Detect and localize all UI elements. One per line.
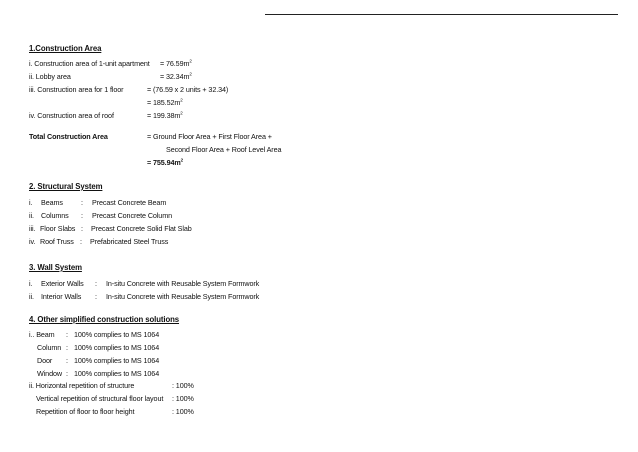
wall-row-name: Interior Walls: [41, 292, 82, 301]
wall-row-value: In-situ Concrete with Reusable System Formwork: [106, 292, 260, 301]
structural-row-name: Beams: [41, 198, 63, 207]
component-name: Column: [37, 343, 62, 352]
structural-row-value: Precast Concrete Solid Flat Slab: [91, 224, 192, 233]
structural-row-num: ii.: [29, 211, 34, 220]
repetition-value: : 100%: [172, 407, 194, 416]
component-sep: :: [66, 330, 68, 339]
structural-row-num: iii.: [29, 224, 36, 233]
structural-row-sep: :: [81, 224, 83, 233]
structural-row-sep: :: [80, 237, 82, 246]
section-heading-construction-area: 1.Construction Area: [29, 44, 102, 53]
area-row-label: i. Construction area of 1-unit apartment: [29, 59, 150, 68]
header-rule: [265, 14, 618, 15]
section-heading-structural-system: 2. Structural System: [29, 182, 103, 191]
wall-row-num: ii.: [29, 292, 34, 301]
total-area-value: = $755.94m^2$: [147, 157, 184, 167]
component-value: 100% complies to MS 1064: [74, 343, 160, 352]
area-row-value: = (76.59 x 2 units + 32.34): [147, 85, 229, 94]
wall-row-num: i.: [29, 279, 33, 288]
component-name: Door: [37, 356, 53, 365]
area-row-value: = $185.52m^2$: [147, 97, 183, 107]
structural-row-name: Floor Slabs: [40, 224, 76, 233]
repetition-name: Vertical repetition of structural floor layout: [36, 394, 164, 403]
area-row-label: ii. Lobby area: [29, 72, 71, 81]
component-value: 100% complies to MS 1064: [74, 369, 160, 378]
structural-row-value: Prefabricated Steel Truss: [90, 237, 169, 246]
area-row-value: = $32.34m^2$: [160, 71, 192, 81]
wall-row-name: Exterior Walls: [41, 279, 84, 288]
structural-row-value: Precast Concrete Column: [92, 211, 172, 220]
component-sep: :: [66, 343, 68, 352]
structural-row-sep: :: [81, 198, 83, 207]
component-value: 100% complies to MS 1064: [74, 330, 160, 339]
repetition-name: Repetition of floor to floor height: [36, 407, 135, 416]
wall-row-sep: :: [95, 292, 97, 301]
component-value: 100% complies to MS 1064: [74, 356, 160, 365]
structural-row-name: Roof Truss: [40, 237, 74, 246]
structural-row-num: i.: [29, 198, 33, 207]
repetition-name: ii. Horizontal repetition of structure: [29, 381, 135, 390]
area-row-value: = $199.38m^2$: [147, 110, 183, 120]
repetition-value: : 100%: [172, 381, 194, 390]
area-row-label: iii. Construction area for 1 floor: [29, 85, 124, 94]
structural-row-sep: :: [81, 211, 83, 220]
total-area-formula-line2: Second Floor Area + Roof Level Area: [166, 145, 282, 154]
wall-row-value: In-situ Concrete with Reusable System Formwork: [106, 279, 260, 288]
total-area-label: Total Construction Area: [29, 132, 108, 141]
total-area-formula-line1: = Ground Floor Area + First Floor Area +: [147, 132, 272, 141]
section-heading-other-solutions: 4. Other simplified construction solutions: [29, 315, 180, 324]
component-sep: :: [66, 356, 68, 365]
component-sep: :: [66, 369, 68, 378]
structural-row-name: Columns: [41, 211, 69, 220]
component-name: Window: [37, 369, 62, 378]
section-heading-wall-system: 3. Wall System: [29, 263, 82, 272]
structural-row-num: iv.: [29, 237, 36, 246]
component-name: i.. Beam: [29, 330, 55, 339]
repetition-value: : 100%: [172, 394, 194, 403]
area-row-value: = $76.59m^2$: [160, 58, 192, 68]
wall-row-sep: :: [95, 279, 97, 288]
area-row-label: iv. Construction area of roof: [29, 111, 114, 120]
structural-row-value: Precast Concrete Beam: [92, 198, 167, 207]
